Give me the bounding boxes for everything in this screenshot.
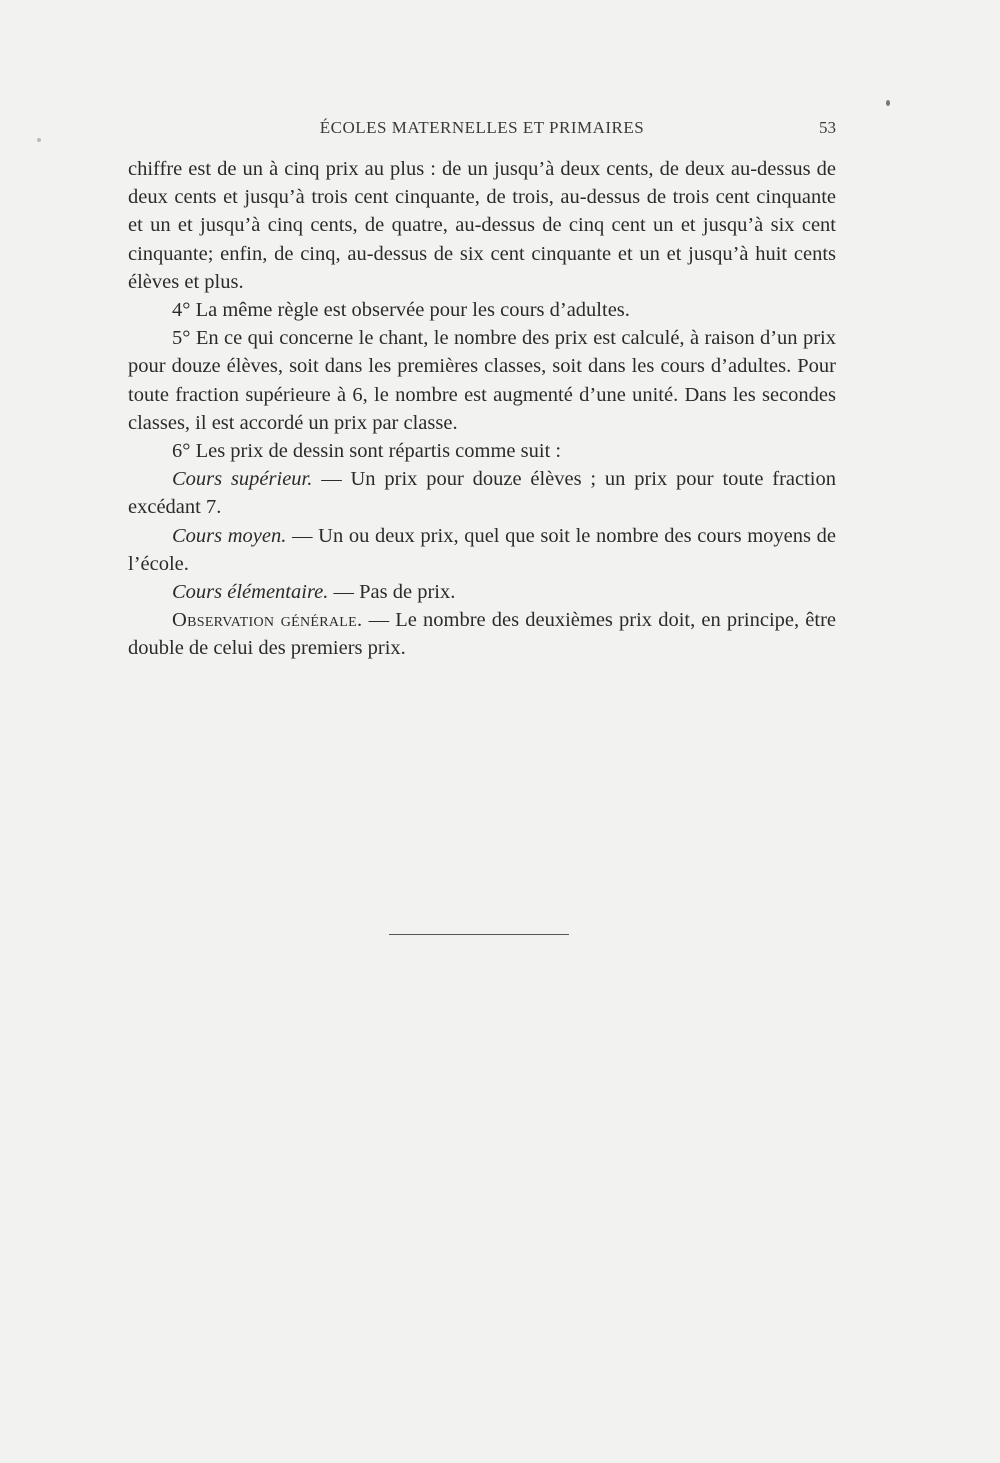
cours-elementaire-label: Cours élémentaire. (172, 581, 329, 604)
paragraph-observation (128, 606, 836, 662)
section-divider-rule (389, 934, 569, 935)
cours-moyen-label: Cours moyen. (172, 524, 287, 547)
cours-elementaire-text: — Pas de prix. (328, 581, 456, 604)
header-title: ÉCOLES MATERNELLES ET PRIMAIRES (319, 118, 645, 137)
paper-speck (886, 100, 890, 106)
paper-speck (37, 138, 41, 142)
page-number: 53 (819, 118, 836, 137)
body-text (128, 155, 836, 663)
paragraph-cours-superieur (128, 465, 836, 521)
paragraph-item-5: 5° En ce qui concerne le chant, le nombre des prix est calculé, à raison d’un prix pour douze élèves, soit dans les premières classes, soit dans les cours d’adultes. Pour toute fraction supérieure à 6, le nombre est augmenté d’une unité. Dans les secondes classes, il est accordé un prix par classe. (128, 327, 836, 434)
paragraph-item-4: 4° La même règle est observée pour les cours d’adultes. (172, 299, 630, 322)
paragraph-continuation: chiffre est de un à cinq prix au plus : de un jusqu’à deux cents, de deux au-dessus de deux cents et jusqu’à trois cent cinquante, de trois, au-dessus de trois cent cinquante et un et jusqu’à cinq cents, de quatre, au-dessus de cinq cent un et jusqu’à six cent cinquante; enfin, de cinq, au-dessus de six cent cinquante et un et jusqu’à huit cents élèves et plus. (128, 158, 836, 293)
observation-text: — Le nombre des deuxièmes prix doit, en principe, être double de celui des premiers prix. (128, 609, 837, 660)
paragraph-item-6: 6° Les prix de dessin sont répartis comme suit : (172, 440, 562, 463)
paragraph-cours-elementaire (128, 578, 836, 606)
observation-label: Observation générale. (172, 609, 363, 632)
paragraph-cours-moyen (128, 522, 836, 578)
cours-moyen-text: — Un ou deux prix, quel que soit le nombre des cours moyens de l’école. (128, 524, 836, 575)
running-header (128, 118, 836, 142)
cours-superieur-text: — Un prix pour douze élèves ; un prix pour toute fraction excédant 7. (128, 468, 836, 519)
cours-superieur-label: Cours supérieur. (172, 468, 313, 491)
